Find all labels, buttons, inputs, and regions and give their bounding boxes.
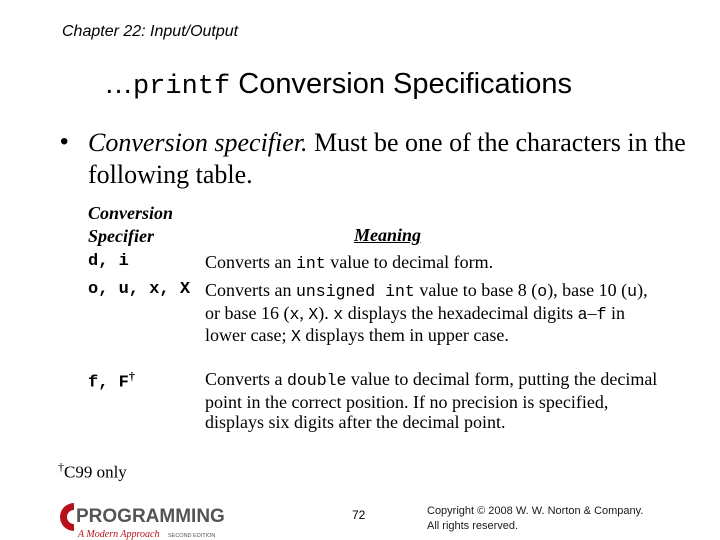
meaning-text: , [299,302,309,323]
code-fragment: o [537,282,548,301]
logo-c-icon [60,503,74,531]
code-fragment: double [286,371,347,390]
meaning-text: ), base 10 ( [547,280,628,300]
meaning-text: ). [318,302,334,323]
slide-title [104,68,572,102]
bullet-symbol: • [60,128,69,155]
page-number: 72 [352,508,366,522]
table-meaning-cell [205,280,665,348]
footnote-text: C99 only [64,462,127,482]
footnote-dagger: † [128,369,135,383]
copyright [427,504,643,534]
code-fragment: u [627,282,638,301]
bullet-italic-lead: Conversion specifier. [88,128,308,157]
specifier-text: f, F [88,373,129,393]
meaning-text: Converts a [205,369,287,389]
code-fragment: unsigned int [295,282,415,301]
copyright-line2: All rights reserved. [427,520,519,532]
code-fragment: X [308,304,319,324]
code-fragment: x [333,304,344,324]
table-specifier-cell [88,369,135,393]
meaning-text: Converts an [205,280,296,300]
title-rest: Conversion Specifications [230,68,572,100]
code-fragment: f [596,304,607,324]
table-header-specifier-line2: Specifier [88,226,154,246]
logo-edition: SECOND EDITION [168,533,216,539]
title-ellipsis: … [104,68,133,100]
meaning-text: value to decimal form. [325,252,494,272]
table-specifier-cell: o, u, x, X [88,280,191,299]
table-header-specifier [88,202,173,248]
meaning-text: – [587,302,597,323]
meaning-text: displays them in upper case. [300,325,509,345]
code-fragment: int [295,254,326,273]
bullet-body: Must be one of the characters in the following table. [88,128,686,189]
table-meaning-cell [205,252,665,275]
table-header-meaning: Meaning [354,225,422,245]
meaning-text: ), or base 16 ( [205,280,648,323]
meaning-text: value to decimal form, putting the decimal point in the correct position. If no precision is specified, displays six digits after the decimal point. [205,369,658,432]
code-fragment: x [289,304,300,324]
meaning-text: displays the hexadecimal digits [343,302,578,323]
table-header-specifier-line1: Conversion [88,203,174,223]
footnote [58,460,127,483]
code-fragment: a [577,304,588,324]
chapter-header: Chapter 22: Input/Output [62,23,239,40]
meaning-text: Converts an [205,252,296,272]
copyright-line1: Copyright © 2008 W. W. Norton & Company. [427,505,644,517]
meaning-text: value to base 8 ( [414,280,538,300]
code-fragment: X [290,327,301,346]
footnote-mark: † [58,460,64,474]
book-logo [56,500,266,540]
logo-subtitle: A Modern Approach [78,529,160,540]
title-code: printf [133,72,231,102]
table-meaning-cell [205,369,665,433]
meaning-text: in lower case; [205,302,625,345]
logo-title: PROGRAMMING [76,506,225,527]
table-specifier-cell: d, i [88,252,129,271]
bullet-text [88,127,688,191]
